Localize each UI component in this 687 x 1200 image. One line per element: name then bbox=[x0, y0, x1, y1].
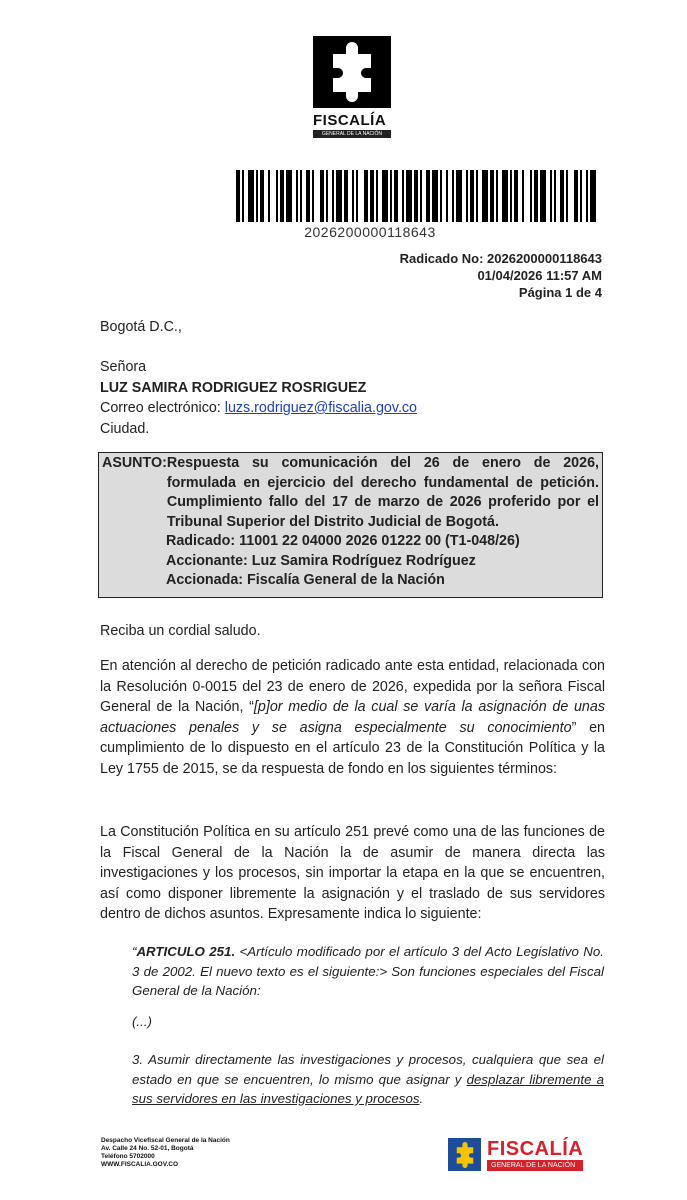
footer-logo-name: FISCALÍA bbox=[487, 1137, 584, 1160]
recipient-name: LUZ SAMIRA RODRIGUEZ ROSRIGUEZ bbox=[100, 379, 367, 396]
salutation-title: Señora bbox=[100, 359, 147, 375]
paragraph-1 bbox=[100, 656, 605, 779]
footer-logo bbox=[448, 1138, 583, 1171]
subject-text: Respuesta su comunicación del 26 de enero de 2026, formulada en ejercicio del derecho fundamental de petición. Cumplimiento fallo del 17 de marzo de 2026 proferido por el Tribunal Superior del Distrito Judicial de Bogotá. bbox=[166, 455, 599, 530]
quote-3-underlined: desplazar libremente a sus servidores en las investigaciones y procesos bbox=[132, 1071, 604, 1106]
city-label: Ciudad. bbox=[100, 420, 150, 437]
footer-phone: Teléfono 5702000 bbox=[101, 1153, 155, 1160]
quote-3-end: . bbox=[419, 1091, 424, 1106]
subject-radicado: Radicado: 11001 22 04000 2026 01222 00 (T1-048/26) bbox=[166, 533, 520, 549]
puzzle-icon bbox=[313, 36, 391, 108]
subject-label: ASUNTO: bbox=[102, 455, 167, 471]
quote-3-text: 3. Asumir directamente las investigaciones y procesos, cualquiera que sea el estado en que se encuentren, lo mismo que asignar y bbox=[132, 1052, 604, 1087]
subject-box bbox=[98, 452, 603, 598]
p1-text-end: ” en cumplimiento de lo dispuesto en el artículo 23 de la Constitución Política y la Ley 1755 de 2015, se da respuesta de fondo en los siguientes términos: bbox=[100, 719, 605, 777]
quote-article bbox=[132, 942, 604, 1001]
p1-quote: [p]or medio de la cual se varía la asignación de unas actuaciones penales y se asigna especialmente su conocimiento bbox=[100, 699, 605, 736]
fiscalia-logo bbox=[313, 36, 391, 138]
subject-accionada: Accionada: Fiscalía General de la Nación bbox=[166, 572, 445, 588]
greeting: Reciba un cordial saludo. bbox=[100, 623, 261, 639]
quote-text: <Artículo modificado por el artículo 3 del Acto Legislativo No. 3 de 2002. El nuevo texto es el siguiente:> Son funciones especiales del Fiscal General de la Nación: bbox=[132, 944, 604, 998]
subject-accionante: Accionante: Luz Samira Rodríguez Rodríguez bbox=[166, 552, 476, 569]
page-number: Página 1 de 4 bbox=[518, 285, 602, 300]
article-title: ARTICULO 251. bbox=[136, 944, 236, 959]
footer-logo-subtitle: GENERAL DE LA NACIÓN bbox=[487, 1160, 583, 1171]
logo-subtitle: GENERAL DE LA NACIÓN bbox=[313, 130, 391, 138]
quote-ellipsis: (...) bbox=[132, 1014, 152, 1029]
barcode-bar bbox=[590, 170, 596, 222]
barcode bbox=[236, 170, 598, 222]
footer-address: Av. Calle 24 No. 52-01, Bogotá bbox=[101, 1145, 194, 1152]
filing-datetime: 01/04/2026 11:57 AM bbox=[477, 268, 602, 283]
puzzle-flag-icon bbox=[448, 1138, 481, 1171]
logo-name: FISCALÍA bbox=[313, 112, 387, 129]
radicado-number: Radicado No: 2026200000118643 bbox=[399, 251, 602, 266]
filing-info bbox=[400, 250, 602, 301]
footer-contact bbox=[101, 1137, 230, 1169]
quote-item-3 bbox=[132, 1050, 604, 1109]
email-label: Correo electrónico: bbox=[100, 400, 225, 416]
footer-website: WWW.FISCALIA.GOV.CO bbox=[101, 1161, 179, 1168]
email-link[interactable]: luzs.rodriguez@fiscalia.gov.co bbox=[224, 400, 418, 416]
quote-mark: “ bbox=[132, 944, 137, 959]
footer-office: Despacho Vicefiscal General de la Nación bbox=[101, 1137, 230, 1144]
recipient-block bbox=[100, 357, 605, 439]
city-line: Bogotá D.C., bbox=[100, 319, 182, 335]
barcode-number: 2026200000118643 bbox=[304, 224, 436, 240]
p1-text: En atención al derecho de petición radicado ante esta entidad, relacionada con la Resolución 0-0015 del 23 de enero de 2026, expedida por la señora Fiscal General de la Nación, “ bbox=[100, 658, 605, 715]
paragraph-2: La Constitución Política en su artículo 251 prevé como una de las funciones de la Fiscal General de la Nación la de asumir de manera directa las investigaciones y los procesos, sin importar la etapa en la que se encuentren, así como disponer libremente la asignación y el traslado de sus servidores dentro de dichos asuntos. Expresamente indica lo siguiente: bbox=[100, 824, 605, 922]
